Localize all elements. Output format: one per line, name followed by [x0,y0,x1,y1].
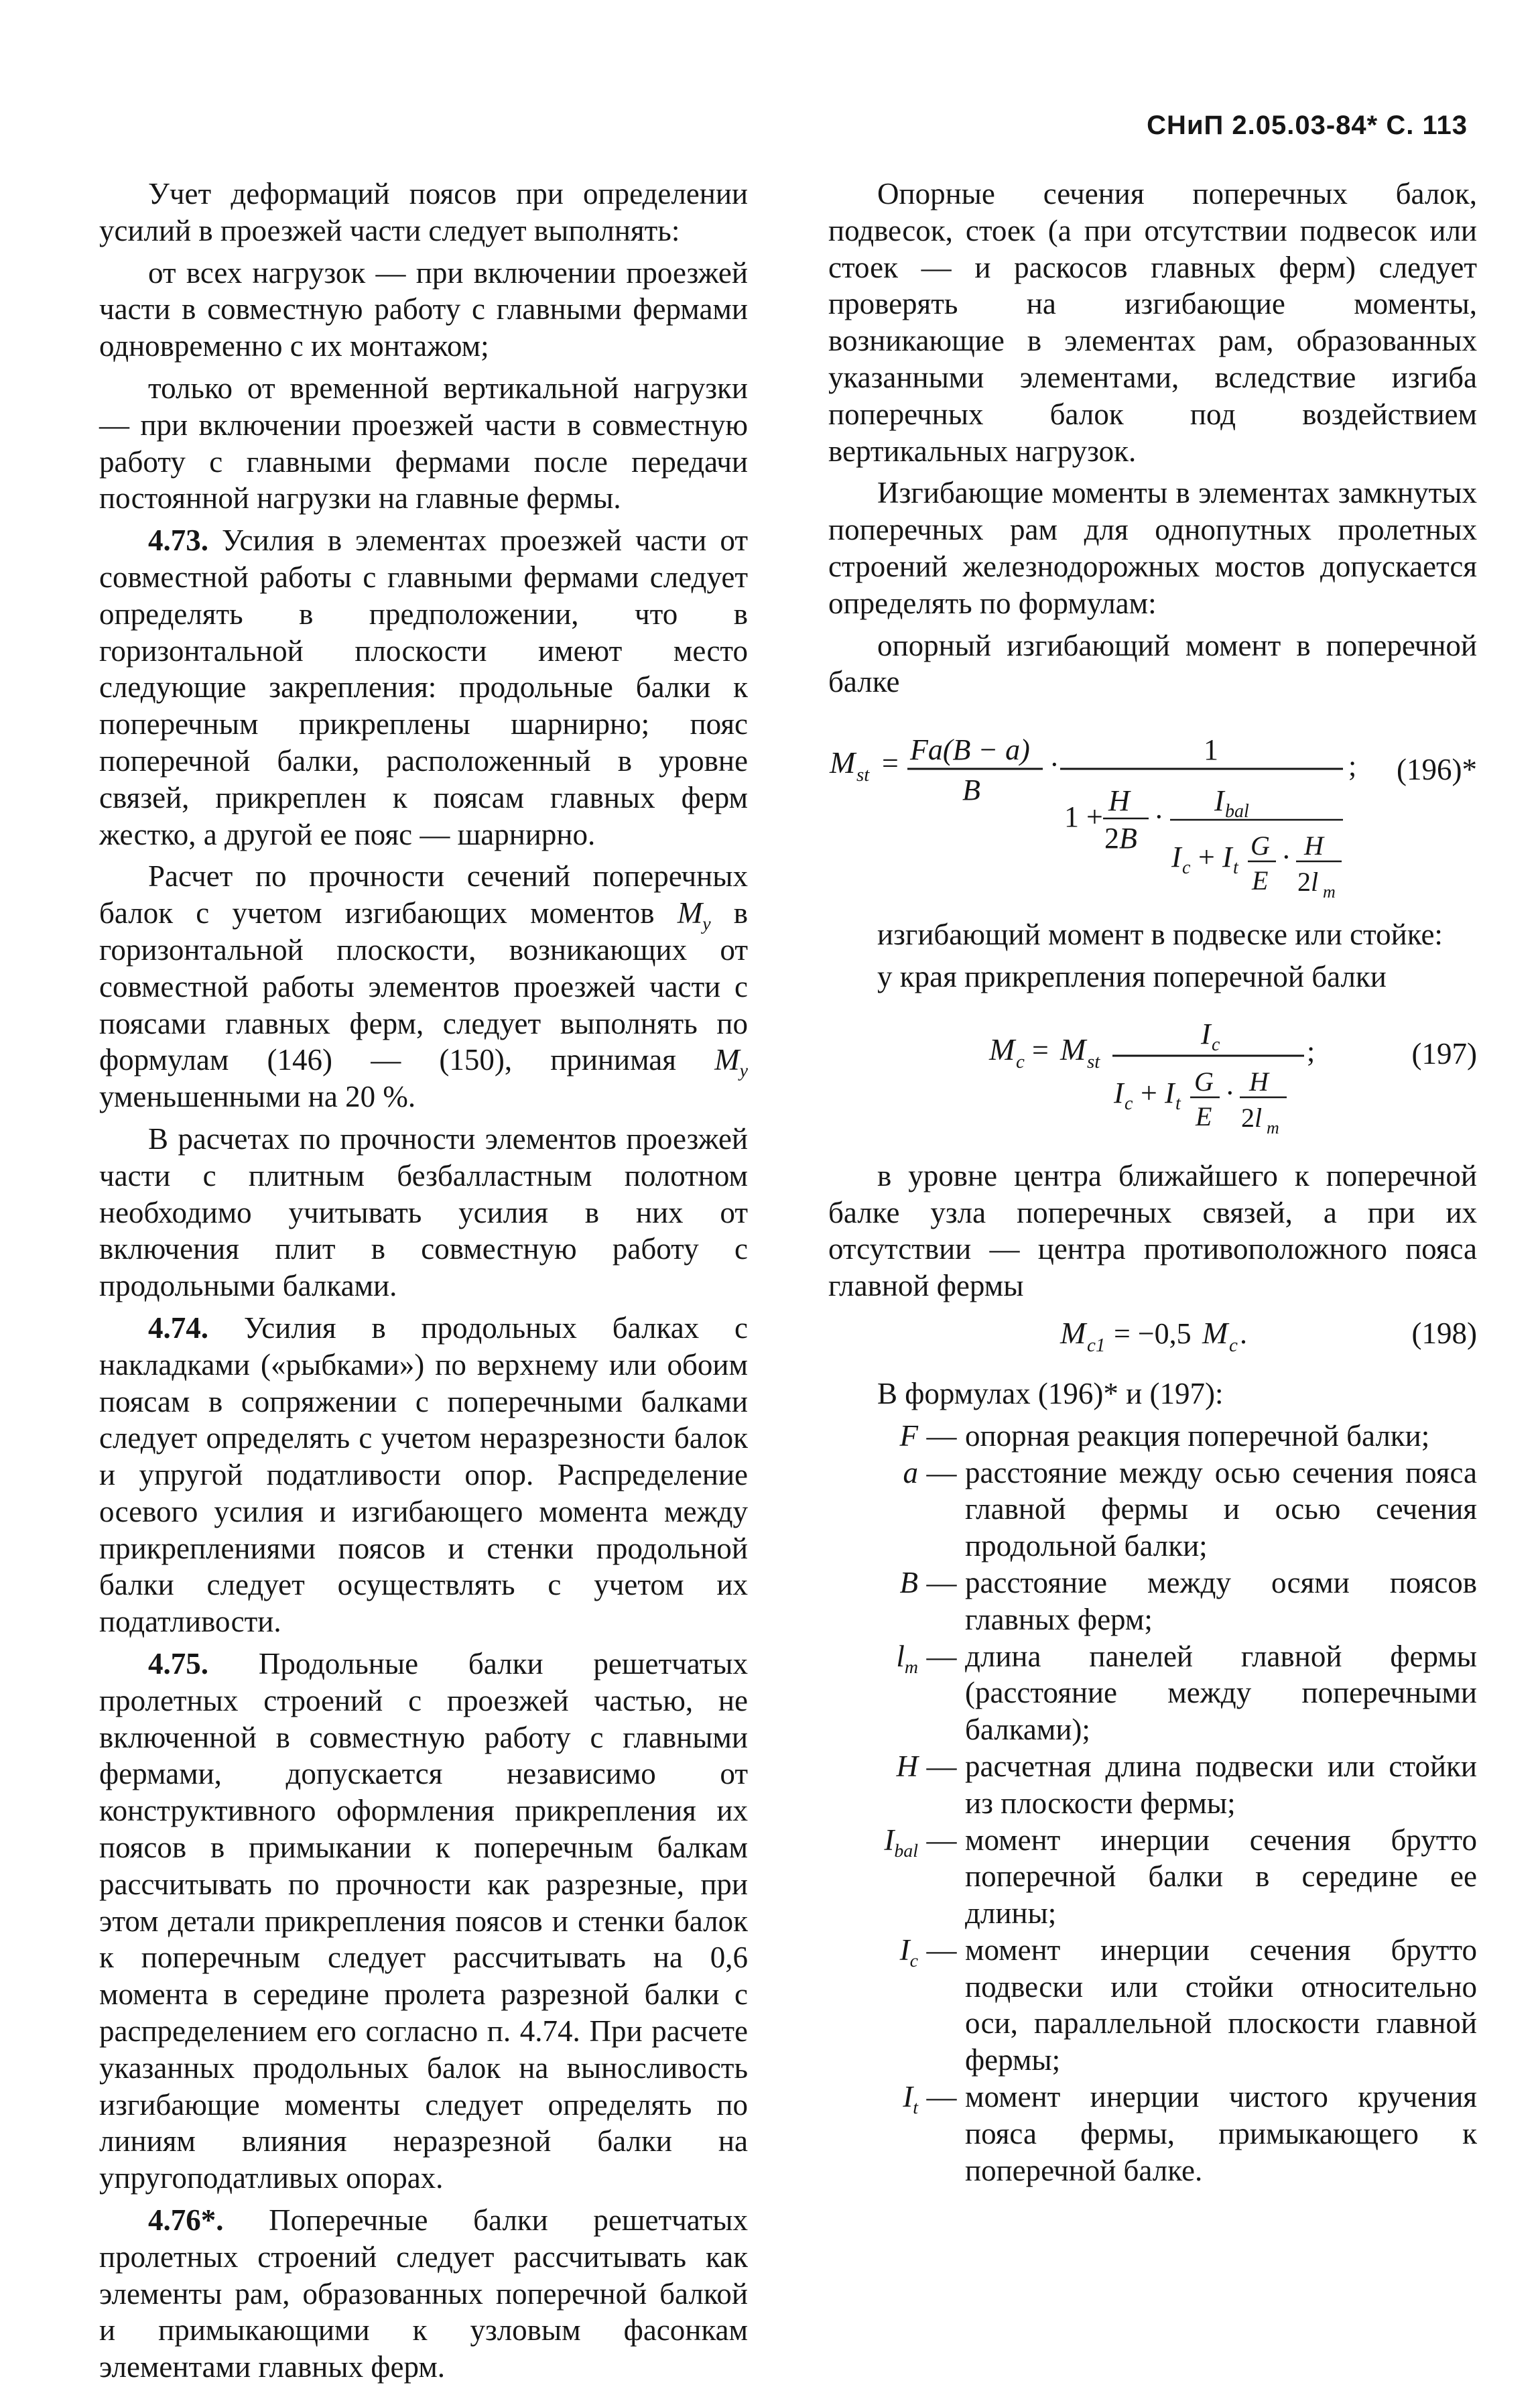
svg-text:E: E [1196,1101,1212,1131]
definition-text: расчетная длина подвески или стойки из плоскости фермы; [965,1749,1477,1820]
clause-4-75 [99,1646,748,2197]
paragraph: в уровне центра ближайшего к поперечной балке узла поперечных связей, а при их отсутствии — центра противоположного пояса главной фермы [828,1158,1477,1303]
clause-text: Продольные балки решетчатых пролетных строений с проезжей частью, не включенной в совместную работу с главными фермами, допускается независимо от конструктивного оформления прикрепления их поясов в примыкании к поперечным балкам рассчитывать по прочности как разрезные, при этом детали прикрепления поясов и стенки балок к поперечным следует рассчитывать на 0,6 момента в середине пролета разрезной балки с распределением его согласно п. 4.74. При расчете указанных продольных балок на выносливость изгибающие моменты следует определять по линиям влияния неразрезной балки на упругоподатливых опорах. [99,1647,748,2195]
svg-text:H: H [1249,1066,1269,1097]
paragraph: Учет деформаций поясов при определении усилий в проезжей части следует выполнять: [99,177,748,247]
page-header: СНиП 2.05.03-84* С. 113 [1147,111,1468,140]
clause-text: Усилия в элементах проезжей части от совместной работы с главными фермами следует определять в предположении, что в горизонтальной плоскости имеют место следующие закрепления: продольные балки к поперечным прикреплены шарнирно; пояс поперечной балки, расположенный в уровне связей, прикреплен к поясам главных ферм жестко, а другой ее пояс — шарнирно. [99,524,748,851]
definition-item: $I_c$ — момент инерции сечения брутто подвески или стойки относительно оси, параллельной плоскости главной фермы; [828,1932,1477,2079]
svg-text:I: I [1201,1017,1211,1050]
paragraph: только от временной вертикальной нагрузки — при включении проезжей части в совместную работу с главными фермами после передачи постоянной нагрузки на главные фермы. [99,371,748,515]
svg-text:I: I [1165,1076,1175,1109]
formula-number: (196)* [1397,753,1477,787]
svg-text:2l: 2l [1297,867,1319,898]
definition-text: момент инерции чистого кручения пояса фермы, примыкающего к поперечной балке. [965,2080,1477,2187]
clause-number: 4.76*. [148,2203,224,2237]
clause-text: Усилия в продольных балках с накладками («рыбками») по верхнему или обоим поясам в сопряжении с поперечными балками следует определять с учетом неразрезности балок и упругой податливости опор. Распределение осевого усилия и изгибающего момента между прикреплениями поясов и стенки продольной балки следует осуществлять с учетом их податливости. [99,1310,748,1639]
svg-text:c: c [1229,1334,1238,1356]
svg-text:st: st [1087,1050,1100,1072]
moment-my-symbol: $M_y$ [677,896,711,934]
svg-text:I: I [1214,784,1224,818]
svg-text:Fa(B − a): Fa(B − a) [910,733,1030,767]
svg-text:G: G [1194,1066,1214,1097]
svg-text:M: M [830,745,856,780]
right-column [828,176,1477,2189]
formula-number: (198) [1411,1316,1477,1350]
svg-text:+: + [1198,841,1215,874]
svg-text:2B: 2B [1104,822,1137,855]
svg-text:;: ; [1307,1034,1316,1068]
paragraph: В формулах (196)* и (197): [877,1376,1224,1410]
definition-text: длина панелей главной фермы (расстояние между поперечными балками); [965,1639,1477,1747]
definition-symbol: $I_t$ [903,2080,918,2118]
clause-number: 4.73. [148,524,208,558]
formula-number: (197) [1411,1036,1477,1070]
definition-symbol: $I_c$ [899,1933,918,1971]
definition-item: $l_m$ — длина панелей главной фермы (расстояние между поперечными балками); [828,1638,1477,1748]
svg-text:·: · [1154,800,1164,834]
svg-text:G: G [1250,831,1270,861]
definition-text: момент инерции сечения брутто поперечной балки в середине ее длины; [965,1823,1477,1930]
svg-text:+: + [1141,1076,1157,1109]
definition-symbol: B [899,1565,918,1599]
definition-text: опорная реакция поперечной балки; [965,1418,1430,1453]
svg-text:M: M [1060,1315,1086,1350]
clause-4-73 [99,522,748,853]
symbol-definitions [828,1418,1477,2189]
svg-text:=: = [882,747,899,780]
svg-text:t: t [1233,857,1238,879]
paragraph: от всех нагрузок — при включении проезжей части в совместную работу с главными фермами одновременно с их монтажом; [99,255,748,363]
svg-text:c: c [1016,1050,1025,1072]
definition-symbol: H [896,1749,918,1783]
svg-text:.: . [1240,1316,1247,1350]
paragraph: изгибающий момент в подвеске или стойке: [877,918,1443,952]
clause-text: Поперечные балки решетчатых пролетных строений следует рассчитывать как элементы рам, образованных поперечной балкой и примыкающими к узловым фасонкам элементами главных ферм. [99,2203,748,2384]
clause-number: 4.74. [148,1310,208,1345]
definition-item: B — расстояние между осями поясов главных ферм; [828,1565,1477,1638]
paragraph: Расчет по прочности сечений поперечных балок с учетом изгибающих моментов $M_y$ в горизонтальной плоскости, возникающих от совместной работы элементов проезжей части с поясами главных ферм, следует выполнять по формулам (146) — (150), принимая $M_y$ уменьшенными на 20 %. [99,859,748,1114]
definition-item: $I_{bal}$ — момент инерции сечения брутто поперечной балки в середине ее длины; [828,1822,1477,1932]
svg-text:m: m [1323,882,1336,902]
formula-196-graphic [828,718,1364,910]
svg-text:E: E [1252,865,1269,896]
svg-text:c: c [1125,1093,1133,1114]
svg-text:M: M [989,1032,1015,1066]
svg-text:;: ; [1348,749,1357,783]
svg-text:I: I [1114,1076,1124,1109]
definition-text: расстояние между осью сечения пояса главной фермы и осью сечения продольной балки; [965,1455,1477,1563]
svg-text:c: c [1182,857,1191,879]
formula-197 [828,1007,1477,1151]
svg-text:st: st [856,764,870,786]
formula-196 [828,718,1477,910]
svg-text:·: · [1281,841,1291,874]
moment-my-symbol: $M_y$ [714,1043,748,1082]
formula-198 [828,1310,1477,1357]
definition-text: момент инерции сечения брутто подвески или стойки относительно оси, параллельной плоскости главной фермы; [965,1933,1477,2077]
definition-text: расстояние между осями поясов главных ферм; [965,1565,1477,1636]
definition-symbol: $l_m$ [896,1639,918,1678]
svg-text:m: m [1267,1117,1279,1138]
svg-text:1 +: 1 + [1064,800,1103,834]
clause-number: 4.75. [148,1647,208,1681]
formula-197-graphic [828,1007,1364,1151]
svg-text:I: I [1171,841,1181,874]
definition-item: $I_t$ — момент инерции чистого кручения пояса фермы, примыкающего к поперечной балке. [828,2079,1477,2189]
svg-text:M: M [1060,1032,1086,1066]
svg-text:c1: c1 [1087,1334,1106,1356]
svg-text:·: · [1049,748,1060,782]
definition-symbol: a [903,1455,918,1489]
svg-text:·: · [1225,1076,1235,1109]
paragraph: Опорные сечения поперечных балок, подвесок, стоек (а при отсутствии подвесок или стоек — и раскосов главных ферм) следует проверять на изгибающие моменты, возникающие в элементах рам, образованных указанными элементами, вследствие изгиба поперечных балок под воздействием вертикальных нагрузок. [828,177,1477,468]
definition-item: F — опорная реакция поперечной балки; [828,1418,1477,1455]
paragraph: опорный изгибающий момент в поперечной балке [828,628,1477,699]
svg-text:bal: bal [1225,801,1249,822]
definition-item: a — расстояние между осью сечения пояса главной фермы и осью сечения продольной балки; [828,1455,1477,1565]
paragraph: Изгибающие моменты в элементах замкнутых поперечных рам для однопутных пролетных строений железнодорожных мостов допускается определять по формулам: [828,476,1477,620]
definition-item: H — расчетная длина подвески или стойки из плоскости фермы; [828,1748,1477,1822]
svg-text:t: t [1175,1093,1181,1114]
svg-text:I: I [1222,841,1232,874]
svg-text:M: M [1202,1315,1228,1350]
svg-text:H: H [1304,831,1324,861]
svg-text:B: B [962,774,980,807]
formula-198-graphic [828,1310,1364,1357]
svg-text:= −0,5: = −0,5 [1114,1316,1192,1350]
clause-4-74 [99,1310,748,1640]
clause-4-76 [99,2202,748,2386]
svg-text:=: = [1032,1033,1049,1066]
svg-text:H: H [1108,784,1130,818]
paragraph: В расчетах по прочности элементов проезжей части с плитным безбалластным полотном необходимо учитывать усилия в них от включения плит в совместную работу с продольными балками. [99,1121,748,1303]
svg-text:c: c [1212,1034,1220,1055]
definition-symbol: F [899,1418,918,1453]
svg-text:2l: 2l [1241,1102,1263,1133]
paragraph: у края прикрепления поперечной балки [877,959,1387,993]
svg-text:1: 1 [1204,733,1218,767]
definition-symbol: $I_{bal}$ [884,1823,918,1861]
left-column [99,176,748,2391]
